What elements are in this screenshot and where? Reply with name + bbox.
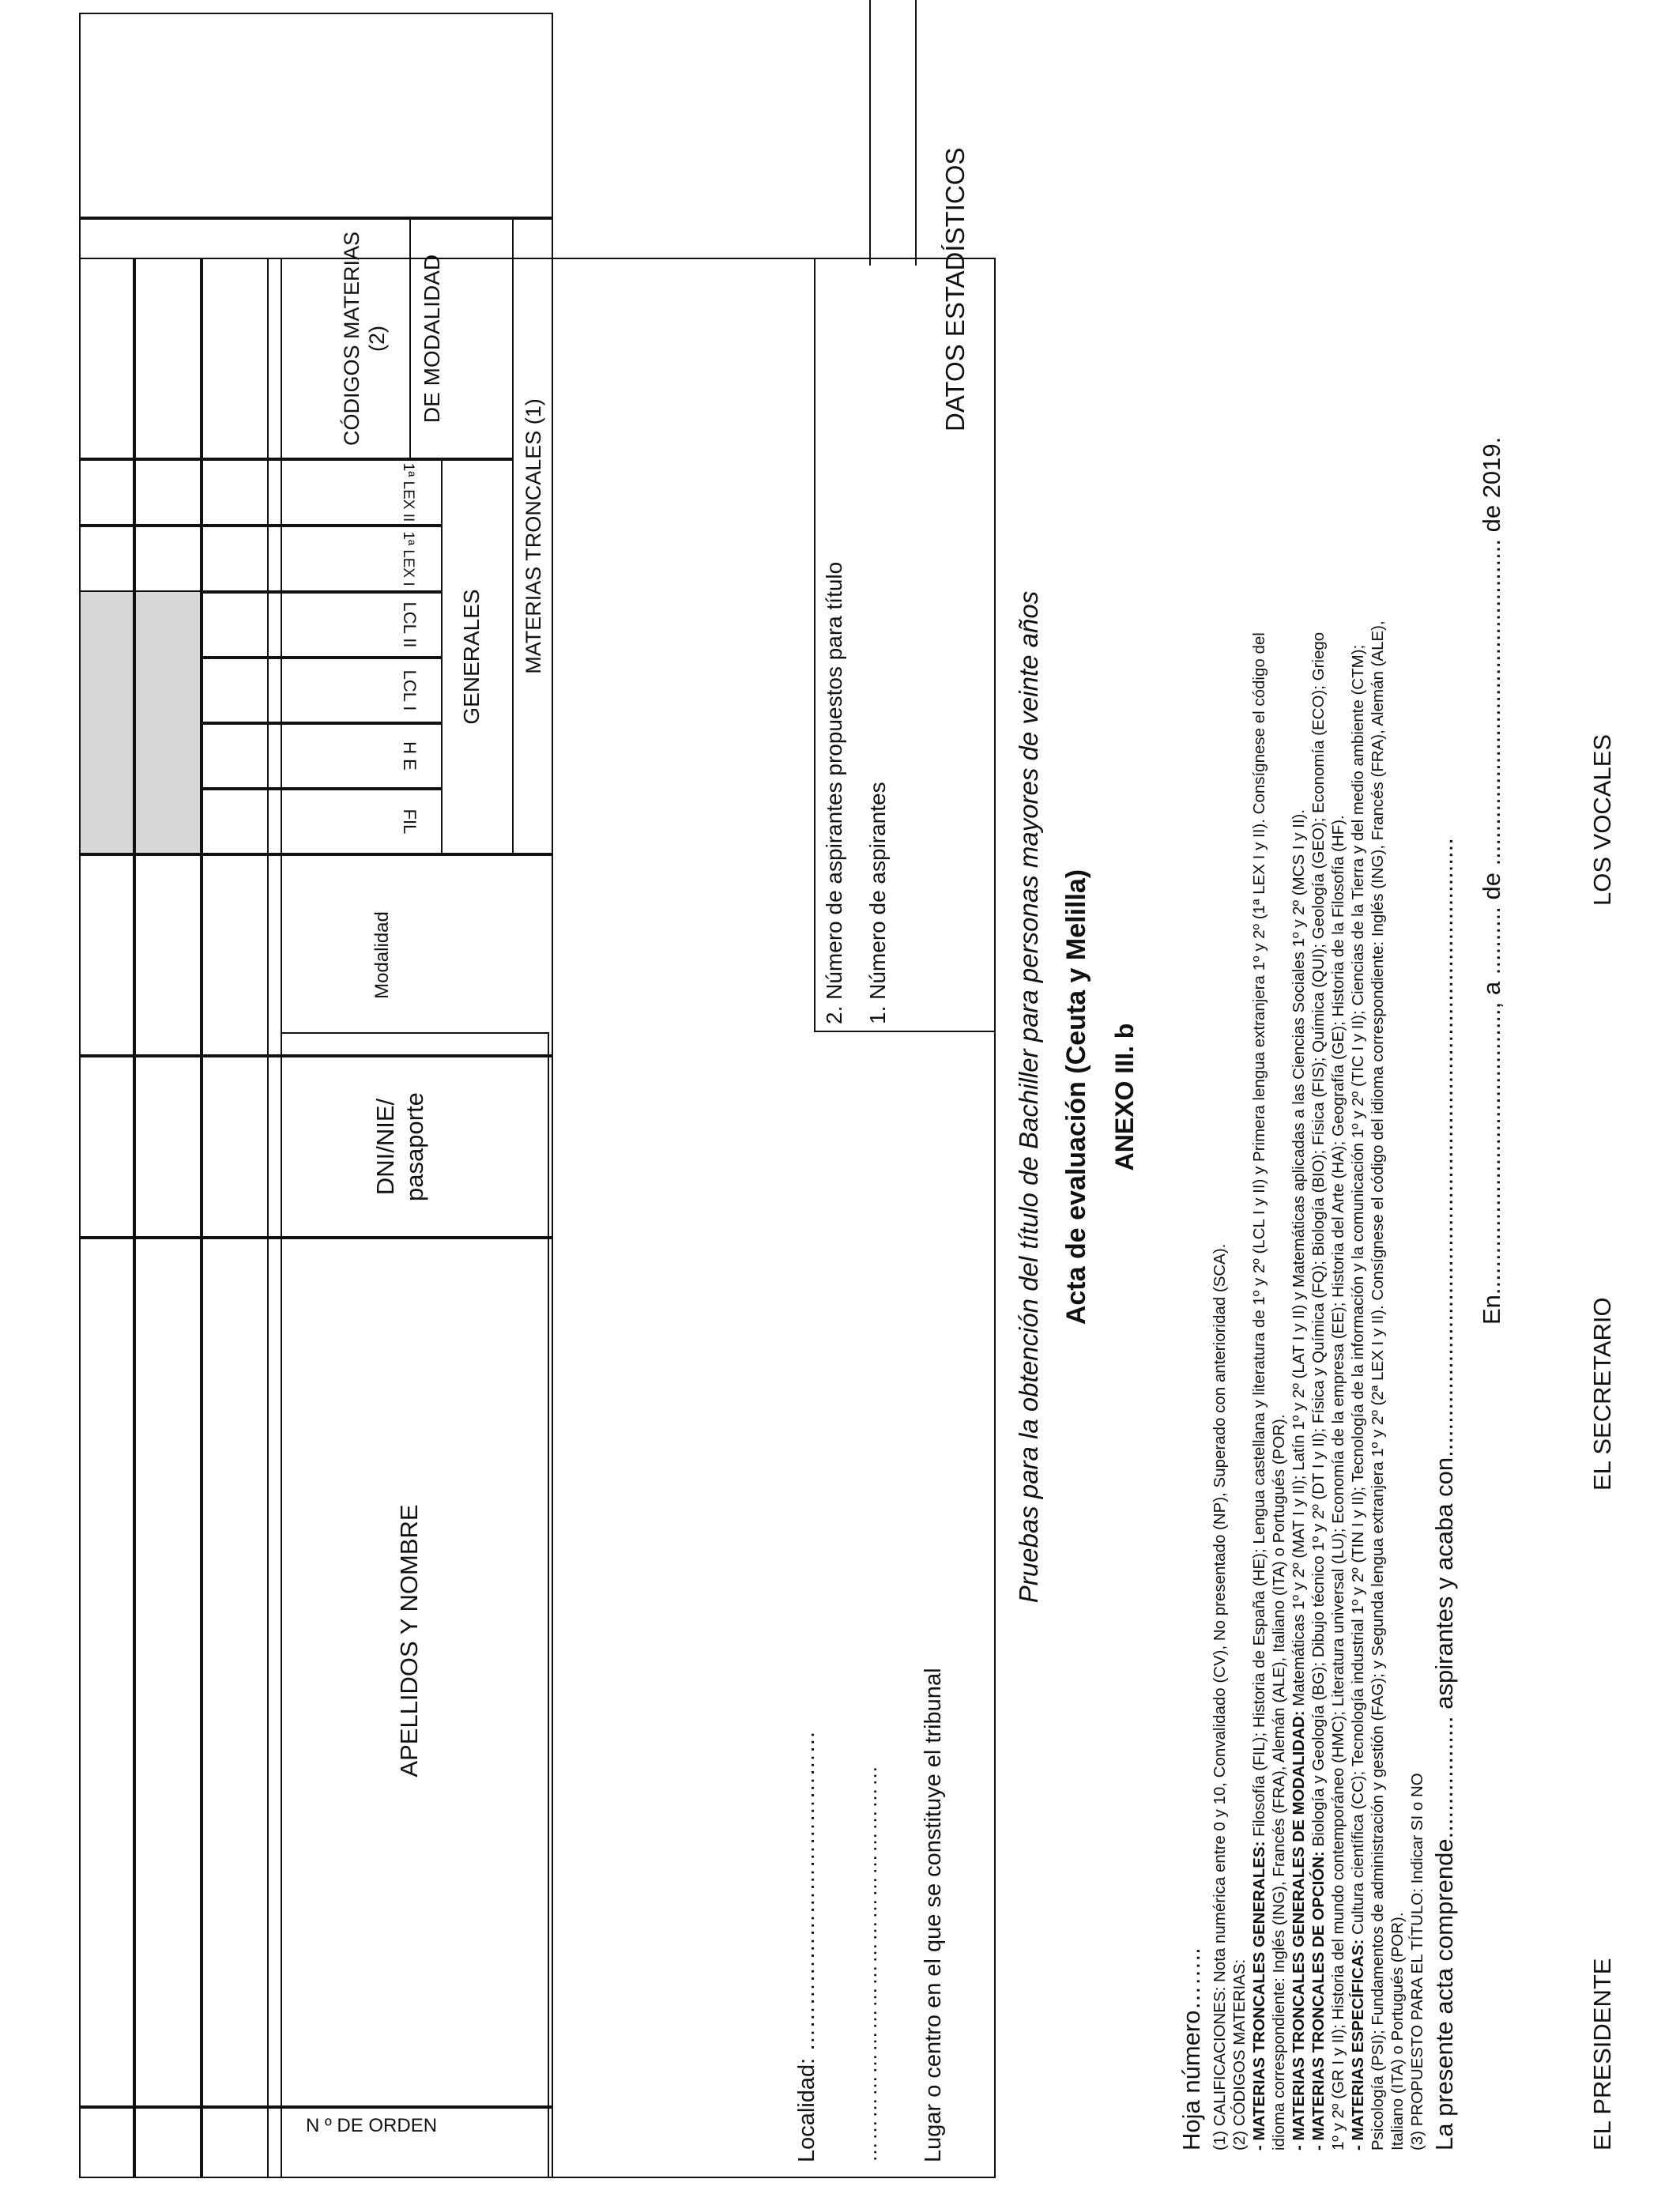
acta-comprende[interactable]: La presente acta comprende.................. aspirantes y acaba con........................................................................................... <box>1430 838 1458 2151</box>
footnote-generales: - MATERIAS TRONCALES GENERALES: Filosofía (FIL); Historia de España (HE); Lengua castellana y literatura de 1º y 2º (LCL I y II) y Primera lengua extranjera 1º y 2º (1ª LEX I y II). Consígnese el código del <box>1250 632 1268 2151</box>
header-nombre: APELLIDOS Y NOMBRE <box>395 1504 423 1777</box>
signature-secretario: EL SECRETARIO <box>1588 1297 1616 1491</box>
shaded-cells-row1 <box>81 592 133 853</box>
stat-num-aspirantes: 1. Número de aspirantes <box>865 782 890 1024</box>
header-de-modalidad: DE MODALIDAD <box>420 254 444 424</box>
signature-vocales: LOS VOCALES <box>1588 733 1616 906</box>
subject-lcl2: LCL II <box>400 601 420 648</box>
hoja-numero[interactable]: Hoja número…….. <box>1177 1947 1205 2151</box>
datos-estadisticos-title: DATOS ESTADÍSTICOS <box>940 147 970 432</box>
col-opcion <box>79 13 553 218</box>
header-dni: DNI/NIE/ pasaporte <box>371 1092 428 1201</box>
signature-presidente: EL PRESIDENTE <box>1588 1958 1616 2151</box>
annex-title: ANEXO III. b <box>1110 1023 1139 1171</box>
table-row[interactable] <box>202 258 269 2178</box>
header-troncales: MATERIAS TRONCALES (1) <box>522 398 545 674</box>
footnote-1: (1) CALIFICACIONES: Nota numérica entre 0 y 10, Convalidado (CV), No presentado (NP), Superado con anterioridad (SCA). <box>1211 1243 1229 2151</box>
footnote-modalidad: - MATERIAS TRONCALES GENERALES DE MODALIDAD: Matemáticas 1º y 2º (MAT I y II); Latín 1º y 2º (LAT I y II) y Matemáticas aplicadas a las Ciencias Sociales 1º y 2º (MCS I y II). <box>1290 809 1308 2151</box>
shaded-cells-row2 <box>136 592 200 853</box>
footnote-3: (3) PROPUESTO PARA EL TÍTULO: Indicar SI o NO <box>1408 1773 1426 2151</box>
stat-num-propuestos: 2. Número de aspirantes propuestos para título <box>822 561 846 1024</box>
subject-lcl1: LCL I <box>400 669 420 711</box>
header-modalidad: Modalidad <box>371 911 393 999</box>
footnote-especificas: - MATERIAS ESPECÍFICAS: Cultura científica (CC); Tecnología industrial 1º y 2º (TIN I y II); Tecnología de la información y la comunicación 1º y 2º (TIC I y II); Ciencias de la Tierra y del medio ambiente (CTM); <box>1349 644 1367 2151</box>
document-title: Acta de evaluación (Ceuta y Melilla) <box>1061 869 1091 1325</box>
localidad-field[interactable]: Localidad: …………………………………… <box>794 1730 819 2162</box>
footnote-especificas-end: Italiano (ITA) o Portugués (POR). <box>1388 1912 1407 2151</box>
footnote-2: (2) CÓDIGOS MATERIAS: <box>1230 1958 1249 2151</box>
table-row[interactable] <box>134 258 202 2178</box>
document-subtitle: Pruebas para la obtención del título de Bachiller para personas mayores de veinte años <box>1014 590 1043 1604</box>
table-row[interactable] <box>79 258 134 2178</box>
subject-lex1: 1ª LEX I <box>400 531 416 586</box>
subject-fil: FIL <box>400 809 420 835</box>
header-codigos-mod: CÓDIGOS MATERIAS (2) <box>340 231 389 447</box>
footnote-generales-cont: idioma correspondiente: Inglés (ING), Francés (FRA), Alemán (ALE), Italiano (ITA) o Portugués (POR). <box>1270 1414 1288 2151</box>
lugar-field[interactable]: ……………………………………………… <box>857 1764 881 2162</box>
header-orden: N º DE ORDEN <box>305 2115 438 2136</box>
subject-lex2: 1ª LEX II <box>400 462 416 522</box>
lugar-label: Lugar o centro en el que se constituye el tribunal <box>921 1668 946 2162</box>
fecha-lugar[interactable]: En.........................................., a .......... de ................................................ de 2019. <box>1478 436 1505 1325</box>
footnote-opcion-cont: 1º y 2º (GR I y II); Historia del mundo contemporáneo (HMC); Literatura universal (LU); Economía de la empresa (EE); Historia del Arte (HA); Geografía (GE); Historia de la Filosofía (HF). <box>1329 815 1347 2151</box>
footnote-opcion: - MATERIAS TRONCALES DE OPCIÓN: Biología y Geología (BG); Dibujo técnico 1º y 2º (DT I y II); Física y Química (FQ); Biología (BIO); Física (FIS); Química (QUI); Geología (GEO); Economía (ECO); Griego <box>1309 631 1328 2151</box>
subject-he: H E <box>400 741 420 771</box>
header-generales: GENERALES <box>459 589 484 725</box>
stat1-value-line[interactable] <box>869 0 917 266</box>
footnote-especificas-cont: Psicología (PSI); Fundamentos de administración y gestión (FAG); y Segunda lengua extranjera 1º y 2º (2ª LEX I y II). Consígnese el código del idioma correspondiente: Inglés (ING), Francés (FRA), Alemán (ALE), <box>1369 620 1387 2151</box>
